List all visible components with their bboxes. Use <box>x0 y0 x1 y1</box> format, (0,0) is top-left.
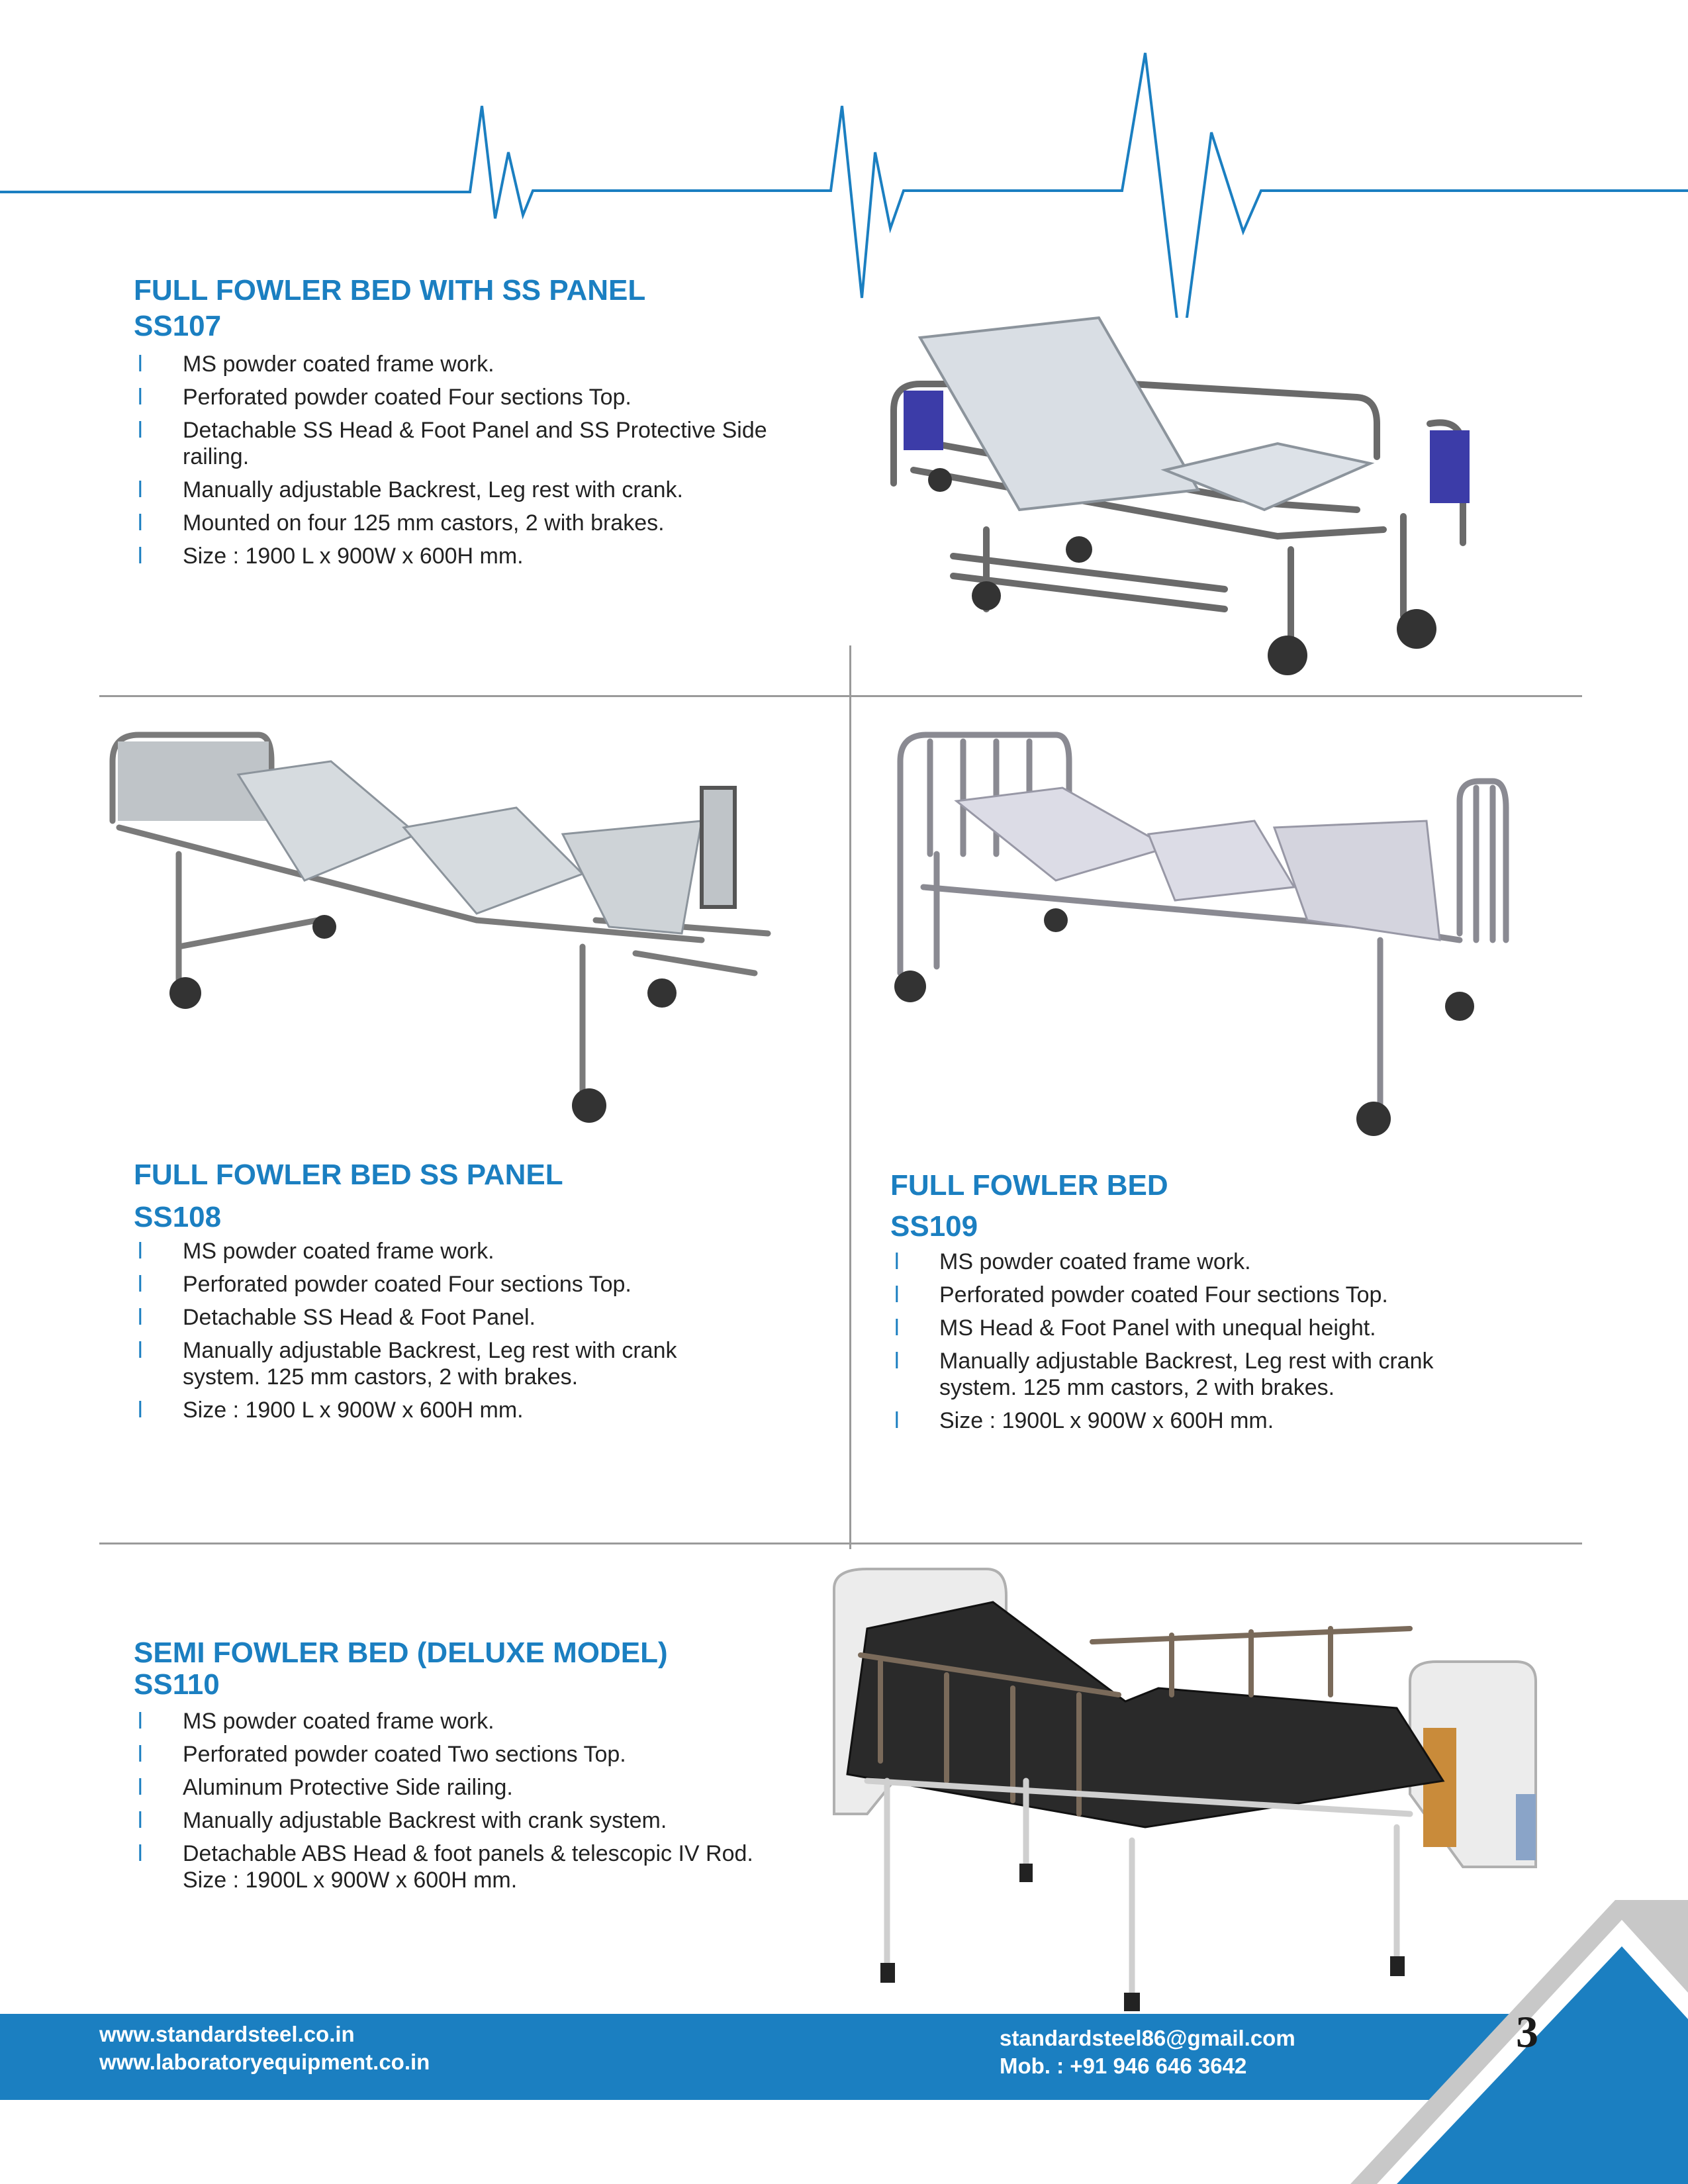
feature-item: l Perforated powder coated Four sections Top. <box>138 385 632 410</box>
feature-list-ss108 <box>134 1238 756 1430</box>
feature-item: l Size : 1900 L x 900W x 600H mm. <box>138 544 524 569</box>
feature-item: l Aluminum Protective Side railing. <box>138 1775 513 1800</box>
horizontal-divider-top <box>99 695 1582 697</box>
product-code-ss109: SS109 <box>890 1210 978 1243</box>
feature-item: l MS Head & Foot Panel with unequal height. <box>894 1315 1376 1341</box>
feature-item: l Perforated powder coated Two sections Top. <box>138 1742 626 1767</box>
product-title-ss110: SEMI FOWLER BED (DELUXE MODEL) <box>134 1637 668 1669</box>
feature-item: l Manually adjustable Backrest with crank system. <box>138 1808 667 1833</box>
feature-item: l Detachable ABS Head & foot panels & telescopic IV Rod. Size : 1900L x 900W x 600H mm. <box>138 1841 753 1893</box>
bed-photo-ss108 <box>106 722 808 1132</box>
feature-item: l Manually adjustable Backrest, Leg rest with crank system. 125 mm castors, 2 with brakes. <box>894 1349 1434 1400</box>
footer-email[interactable]: standardsteel86@gmail.com <box>1000 2026 1295 2050</box>
feature-item: l Size : 1900 L x 900W x 600H mm. <box>138 1398 524 1423</box>
feature-list-ss107 <box>134 351 782 576</box>
feature-item: l Detachable SS Head & Foot Panel. <box>138 1305 536 1330</box>
page-number: 3 <box>1516 2007 1538 2057</box>
product-title-ss107: FULL FOWLER BED WITH SS PANEL <box>134 274 646 307</box>
bed-photo-ss107 <box>854 311 1536 722</box>
feature-item: l Manually adjustable Backrest, Leg rest with crank. <box>138 477 683 502</box>
footer-website-1[interactable]: www.standardsteel.co.in <box>99 2022 355 2046</box>
feature-item: l Manually adjustable Backrest, Leg rest with crank system. 125 mm castors, 2 with brakes. <box>138 1338 677 1390</box>
feature-item: l Perforated powder coated Four sections Top. <box>138 1272 632 1297</box>
bed-photo-ss109 <box>884 722 1546 1152</box>
feature-item: l Mounted on four 125 mm castors, 2 with brakes. <box>138 510 665 536</box>
feature-list-ss109 <box>890 1249 1513 1441</box>
vertical-divider <box>849 645 851 1549</box>
product-title-ss108: FULL FOWLER BED SS PANEL <box>134 1159 563 1191</box>
feature-list-ss110 <box>134 1708 782 1900</box>
feature-item: l MS powder coated frame work. <box>138 352 494 377</box>
feature-item: l MS powder coated frame work. <box>138 1239 494 1264</box>
feature-item: l MS powder coated frame work. <box>138 1709 494 1734</box>
product-code-ss108: SS108 <box>134 1201 222 1233</box>
footer-mobile: Mob. : +91 946 646 3642 <box>1000 2054 1247 2078</box>
horizontal-divider-bottom <box>99 1543 1582 1544</box>
footer-website-2[interactable]: www.laboratoryequipment.co.in <box>99 2050 430 2074</box>
feature-item: l Perforated powder coated Four sections Top. <box>894 1282 1388 1307</box>
feature-item: l MS powder coated frame work. <box>894 1249 1251 1274</box>
feature-item: l Size : 1900L x 900W x 600H mm. <box>894 1408 1274 1433</box>
product-code-ss110: SS110 <box>134 1668 220 1701</box>
feature-item: l Detachable SS Head & Foot Panel and SS Protective Side railing. <box>138 418 767 469</box>
product-title-ss109: FULL FOWLER BED <box>890 1169 1168 1202</box>
product-code-ss107: SS107 <box>134 310 222 342</box>
